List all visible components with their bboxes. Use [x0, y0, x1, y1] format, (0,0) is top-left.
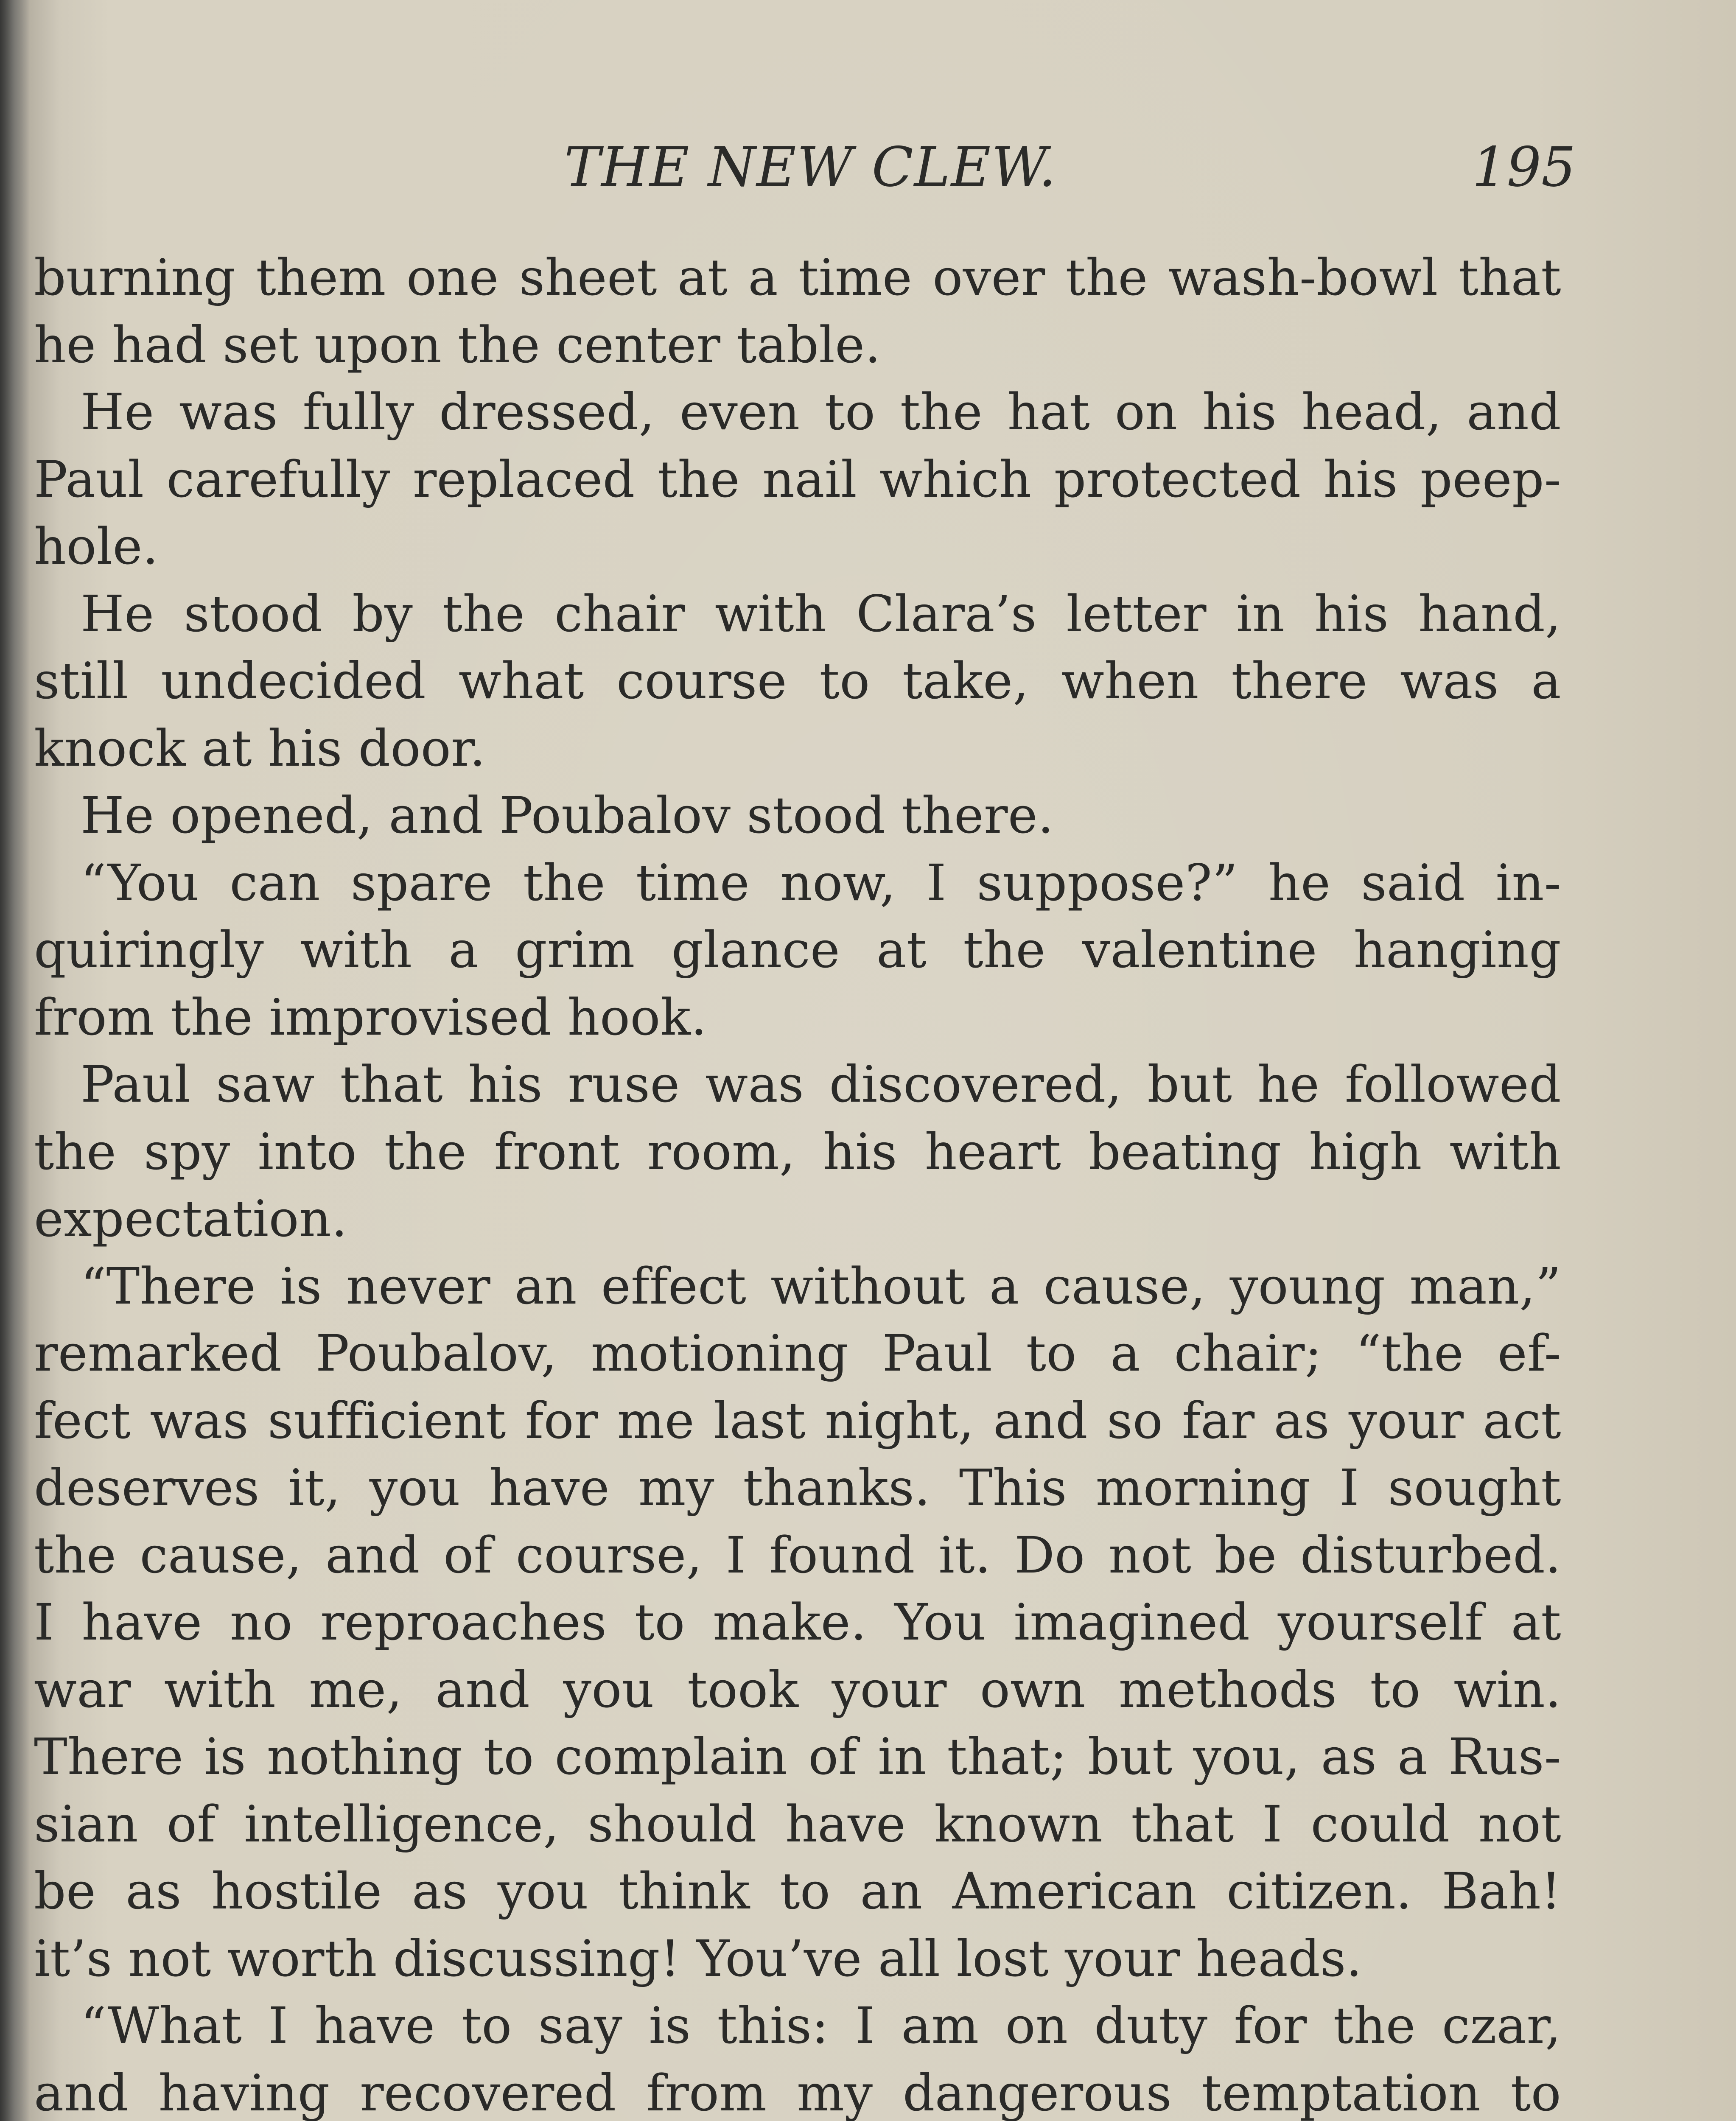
paragraph [34, 580, 1561, 782]
paragraph [34, 849, 1561, 1051]
text-line: expectation. [34, 1189, 347, 1248]
text-line: remarked Poubalov, motioning Paul to a chair; “the ef- [34, 1324, 1561, 1382]
body-text [34, 244, 1561, 2121]
running-title: THE NEW CLEW. [564, 136, 1057, 199]
text-line: quiringly with a grim glance at the valentine hanging [34, 921, 1561, 979]
text-line: There is nothing to complain of in that; but you, as a Rus- [34, 1727, 1561, 1786]
text-line: it’s not worth discussing! You’ve all lost your heads. [34, 1929, 1362, 1988]
paragraph [34, 782, 1561, 849]
text-line: sian of intelligence, should have known that I could not [34, 1794, 1561, 1853]
text-line: He opened, and Poubalov stood there. [81, 786, 1054, 845]
text-line: the spy into the front room, his heart beating high with [34, 1122, 1561, 1181]
text-line: and having recovered from my dangerous temptation to [34, 2063, 1561, 2121]
text-line: Paul saw that his ruse was discovered, but he followed [81, 1055, 1561, 1114]
text-line: deserves it, you have my thanks. This morning I sought [34, 1458, 1561, 1517]
paragraph [34, 1992, 1561, 2121]
text-line: burning them one sheet at a time over the wash-bowl that [34, 248, 1561, 307]
paragraph [34, 1253, 1561, 1992]
text-line: from the improvised hook. [34, 988, 707, 1047]
text-line: war with me, and you took your own methods to win. [34, 1660, 1561, 1719]
text-line: still undecided what course to take, when there was a [34, 652, 1561, 710]
text-line: hole. [34, 517, 159, 576]
text-line: fect was sufficient for me last night, and so far as your act [34, 1391, 1561, 1450]
text-line: He stood by the chair with Clara’s letter in his hand, [81, 584, 1561, 643]
paragraph [34, 1051, 1561, 1253]
text-line: he had set upon the center table. [34, 315, 881, 374]
text-line: I have no reproaches to make. You imagined yourself at [34, 1593, 1561, 1651]
text-line: “There is never an effect without a cause, young man,” [81, 1256, 1561, 1315]
page-number: 195 [1472, 136, 1576, 199]
text-line: be as hostile as you think to an American citizen. Bah! [34, 1862, 1561, 1920]
page-binding-shadow [0, 0, 30, 2121]
text-line: He was fully dressed, even to the hat on his head, and [81, 383, 1561, 441]
paragraph [34, 244, 1561, 378]
text-line: “You can spare the time now, I suppose?” he said in- [81, 853, 1561, 912]
paragraph [34, 378, 1561, 580]
text-line: knock at his door. [34, 719, 486, 778]
text-line: the cause, and of course, I found it. Do not be disturbed. [34, 1525, 1561, 1584]
text-line: “What I have to say is this: I am on duty for the czar, [81, 1996, 1561, 2055]
page-header [0, 123, 1736, 204]
text-line: Paul carefully replaced the nail which protected his peep- [34, 450, 1561, 509]
